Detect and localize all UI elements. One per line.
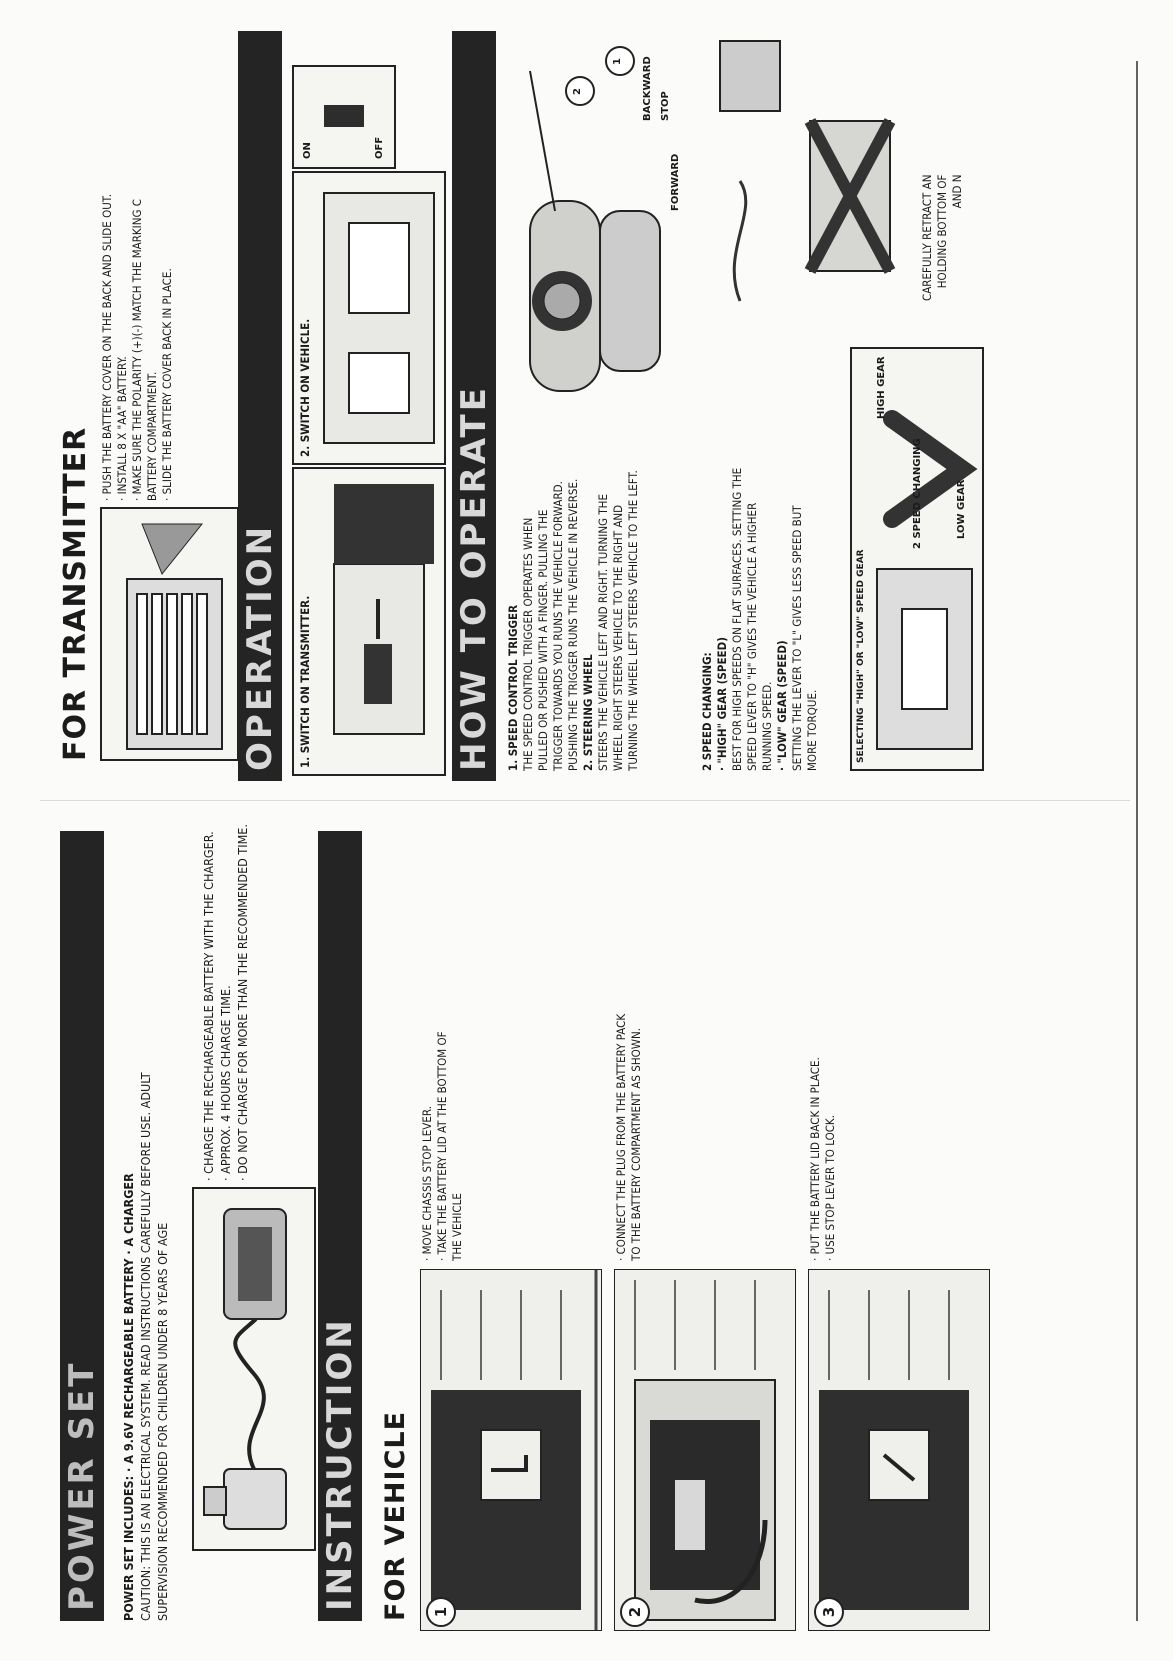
step-line: · CONNECT THE PLUG FROM THE BATTERY PACK [614, 1013, 628, 1261]
speed-text [700, 468, 820, 771]
speed-line: 2 SPEED CHANGING: [700, 652, 714, 771]
charge-note: · DO NOT CHARGE FOR MORE THAN THE RECOMMENDED TIME. [235, 824, 250, 1181]
antenna-note [920, 175, 965, 301]
switch-2-label: 2. SWITCH ON VEHICLE. [298, 318, 312, 457]
toggle-switch-icon [324, 105, 364, 127]
switch-transmitter-panel [292, 467, 446, 776]
antenna-line: HOLDING BOTTOM OF [935, 174, 949, 289]
step-2-text [614, 1014, 644, 1261]
transmitter-battery-illustration [100, 507, 239, 761]
forward-label: FORWARD [670, 153, 681, 211]
step-3-illustration [808, 1269, 990, 1631]
operate-line: TURNING THE WHEEL LEFT STEERS VEHICLE TO THE LEFT. [626, 470, 640, 771]
vehicle-switch-icon [294, 173, 444, 463]
transmitter-notes [100, 194, 175, 501]
operate-line: TRIGGER TOWARDS YOU RUNS THE VEHICLE FORWARD. [551, 481, 565, 771]
antenna-illustration [700, 31, 920, 331]
switch-1-label: 1. SWITCH ON TRANSMITTER. [298, 595, 312, 768]
power-set-banner: POWER SET [60, 831, 104, 1621]
callout-2: 2 [572, 88, 583, 95]
for-vehicle-heading: FOR VEHICLE [380, 1410, 411, 1621]
charge-notes [200, 824, 251, 1181]
bottom-rule [1136, 61, 1138, 1621]
speed-line: · "LOW" GEAR (SPEED) [775, 640, 789, 771]
gear-caption: SELECTING "HIGH" OR "LOW" SPEED GEAR [856, 549, 866, 763]
callout-1: 1 [612, 58, 623, 65]
step-line: · PUT THE BATTERY LID BACK IN PLACE. [808, 1057, 822, 1261]
on-off-switch-panel [292, 65, 396, 169]
step-line: · TAKE THE BATTERY LID AT THE BOTTOM OF [435, 1031, 449, 1261]
battery-lid-icon [809, 1270, 989, 1630]
pistol-grip-transmitter-icon [500, 11, 685, 411]
step-line: · USE STOP LEVER TO LOCK. [823, 1114, 837, 1261]
column-divider [40, 800, 1130, 801]
power-set-line: CAUTION: THIS IS AN ELECTRICAL SYSTEM. READ INSTRUCTIONS CAREFULLY BEFORE USE. ADULT [138, 1072, 153, 1621]
power-set-line: POWER SET INCLUDES: · A 9.6V RECHARGEABLE BATTERY · A CHARGER [121, 1173, 136, 1621]
transmitter-trigger-illustration [500, 11, 685, 411]
transmitter-note: · SLIDE THE BATTERY COVER BACK IN PLACE. [160, 268, 174, 501]
step-1-illustration [420, 1269, 602, 1631]
operate-line: PUSHING THE TRIGGER RUNS THE VEHICLE IN REVERSE. [566, 478, 580, 771]
high-gear-label: HIGH GEAR [876, 356, 887, 419]
power-set-text [120, 1072, 171, 1621]
battery-tray-icon [102, 509, 237, 759]
switch-on-label: ON [302, 142, 313, 159]
transmitter-note: · PUSH THE BATTERY COVER ON THE BACK AND SLIDE OUT. [100, 193, 114, 501]
step-3-text [808, 1057, 838, 1261]
speed-line: MORE TORQUE. [805, 689, 819, 771]
instruction-banner: INSTRUCTION [318, 831, 362, 1621]
speed-changing-label: 2 SPEED CHANGING [912, 438, 923, 549]
step-number: 1 [426, 1597, 456, 1627]
transmitter-switch-icon [294, 469, 444, 774]
operate-line: PULLED OR PUSHED WITH A FINGER. PULLING THE [536, 509, 550, 771]
step-1-text [420, 1031, 465, 1261]
charger-illustration [192, 1187, 316, 1551]
step-2-illustration [614, 1269, 796, 1631]
low-gear-label: LOW GEAR [956, 479, 967, 539]
gear-illustration [850, 347, 984, 771]
step-number: 2 [620, 1597, 650, 1627]
switch-vehicle-panel [292, 171, 446, 465]
transmitter-note: · INSTALL 8 X "AA" BATTERY. [115, 356, 129, 501]
for-transmitter-heading: FOR TRANSMITTER [58, 426, 93, 761]
charge-note: · APPROX. 4 HOURS CHARGE TIME. [218, 985, 233, 1181]
charge-note: · CHARGE THE RECHARGEABLE BATTERY WITH THE CHARGER. [201, 831, 216, 1181]
how-to-operate-banner: HOW TO OPERATE [452, 31, 496, 781]
battery-pack-icon [615, 1270, 795, 1630]
charger-icon [194, 1189, 314, 1549]
speed-line: SETTING THE LEVER TO "L" GIVES LESS SPEED BUT [790, 505, 804, 771]
speed-line: BEST FOR HIGH SPEEDS ON FLAT SURFACES. SETTING THE [730, 467, 744, 771]
backward-label: BACKWARD [642, 56, 653, 121]
step-line: THE VEHICLE [450, 1193, 464, 1261]
vehicle-underside-icon [421, 1270, 601, 1630]
operate-line: 2. STEERING WHEEL [581, 654, 595, 771]
transmitter-note: BATTERY COMPARTMENT. [145, 371, 159, 501]
power-set-line: SUPERVISION RECOMMENDED FOR CHILDREN UNDER 8 YEARS OF AGE [155, 1222, 170, 1621]
switch-off-label: OFF [374, 136, 385, 159]
operate-line: WHEEL RIGHT STEERS VEHICLE TO THE RIGHT AND [611, 504, 625, 771]
operate-line: THE SPEED CONTROL TRIGGER OPERATES WHEN [521, 517, 535, 771]
gear-lever-icon [852, 349, 982, 769]
speed-line: · "HIGH" GEAR (SPEED) [715, 637, 729, 771]
transmitter-note: · MAKE SURE THE POLARITY (+)(-) MATCH THE MARKING C [130, 199, 144, 501]
speed-line: RUNNING SPEED. [760, 681, 774, 771]
operation-banner: OPERATION [238, 31, 282, 781]
operate-text [506, 470, 641, 771]
step-number: 3 [814, 1597, 844, 1627]
antenna-line: AND N [950, 174, 964, 209]
step-line: TO THE BATTERY COMPARTMENT AS SHOWN. [629, 1028, 643, 1261]
operate-line: 1. SPEED CONTROL TRIGGER [506, 604, 520, 771]
step-line: · MOVE CHASSIS STOP LEVER. [420, 1106, 434, 1261]
antenna-warning-icon [700, 31, 920, 331]
antenna-line: CAREFULLY RETRACT AN [920, 174, 934, 301]
speed-line: SPEED LEVER TO "H" GIVES THE VEHICLE A HIGHER [745, 502, 759, 771]
stop-label: STOP [660, 91, 671, 121]
operate-line: STEERS THE VEHICLE LEFT AND RIGHT. TURNING THE [596, 494, 610, 771]
